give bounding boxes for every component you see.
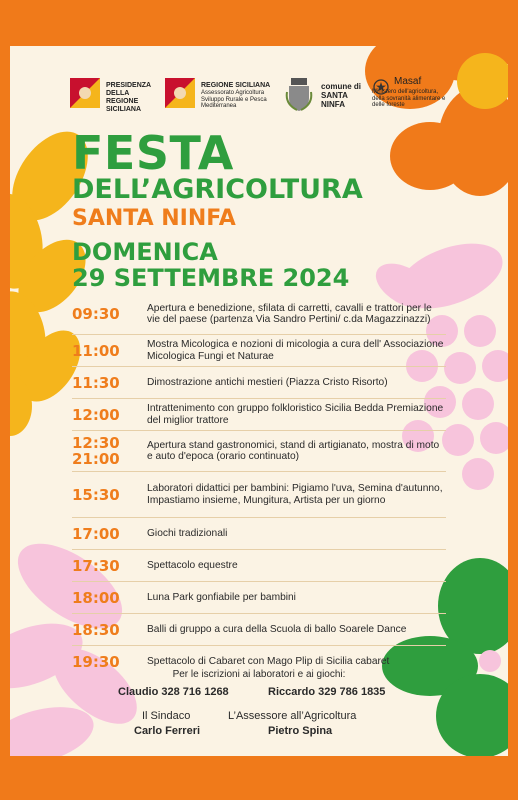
schedule-time: 12:30 21:00 [72,434,120,468]
title-date: 29 SETTEMBRE 2024 [72,264,350,292]
logo-regione-title: REGIONE SICILIANA [201,82,271,89]
schedule-time: 12:00 [72,405,120,424]
schedule-row [72,294,446,335]
schedule-time: 17:00 [72,524,120,543]
schedule-row [72,472,446,518]
municipal-crest-icon [285,78,313,112]
contacts-label: Per le iscrizioni ai laboratori e ai giochi: [172,669,346,680]
schedule-row [72,431,446,472]
schedule-time: 11:00 [72,341,120,360]
schedule-row [72,518,446,550]
logo-presidenza-title: PRESIDENZA DELLA REGIONE SICILIANA [106,82,151,113]
schedule-row [72,399,446,431]
schedule-time: 17:30 [72,556,120,575]
orange-flower-top-right [365,46,508,196]
schedule-description: Laboratori didattici per bambini: Pigiamo l'uva, Semina d'autunno, Impastiamo insieme, Mungitura, Artista per un giorno [147,483,443,506]
schedule-row [72,550,446,582]
schedule-time: 19:30 [72,652,120,671]
schedule-description: Dimostrazione antichi mestieri (Piazza Cristo Risorto) [147,376,388,388]
trinacria-emblem-icon [70,78,100,108]
poster [10,46,508,756]
signature-name-sindaco: Carlo Ferreri [134,725,201,737]
schedule-description: Luna Park gonfiabile per bambini [147,591,296,603]
title-town: SANTA NINFA [72,206,236,231]
schedule-row [72,367,446,399]
trinacria-emblem-icon [165,78,195,108]
schedule-row [72,335,446,367]
schedule-time: 09:30 [72,305,120,323]
signature-role-sindaco: Il Sindaco [142,710,191,722]
schedule-description: Spettacolo equestre [147,559,238,571]
logo-regione-subtitle: Assessorato Agricoltura Sviluppo Rurale e Pesca Mediterranea [201,90,267,109]
title-agricoltura: DELL’AGRICOLTURA [72,174,363,205]
schedule-row [72,582,446,614]
logo-masaf-subtitle: Ministero dell'agricoltura, della sovranità alimentare e delle foreste [372,89,446,108]
schedule-row [72,614,446,646]
contact-claudio: Claudio 328 716 1268 [118,686,229,698]
title-day: DOMENICA [72,238,218,266]
schedule-description: Spettacolo di Cabaret con Mago Plip di Sicilia cabaret [147,655,390,667]
signature-role-assessore: L’Assessore all’Agricoltura [228,710,357,722]
signature-name-assessore: Pietro Spina [268,725,333,737]
schedule [72,294,446,677]
logo-masaf-title: Masaf [394,76,422,87]
schedule-time: 15:30 [72,485,120,504]
schedule-time: 18:00 [72,588,120,607]
logo-comune-title: comune di SANTA NINFA [321,82,362,109]
schedule-time: 18:30 [72,620,120,639]
title-festa: FESTA [72,126,234,180]
schedule-description: Balli di gruppo a cura della Scuola di ballo Soarele Dance [147,623,407,635]
schedule-description: Mostra Micologica e nozioni di micologia a cura dell' Associazione Micologica Fungi et Naturae [147,339,444,362]
schedule-description: Giochi tradizionali [147,527,228,539]
schedule-description: Intrattenimento con gruppo folkloristico Sicilia Bedda Premiazione del miglior trattore [147,403,444,426]
logo-bar [70,76,500,116]
schedule-description: Apertura stand gastronomici, stand di artigianato, mostra di moto e auto d'epoca (orario continuato) [147,439,440,462]
schedule-description: Apertura e benedizione, sfilata di carretti, cavalli e trattori per le vie del paese (partenza Via Sandro Pertini/ c.da Magazzinazzi) [147,302,432,325]
schedule-time: 11:30 [72,373,120,392]
contact-riccardo: Riccardo 329 786 1835 [268,686,386,698]
